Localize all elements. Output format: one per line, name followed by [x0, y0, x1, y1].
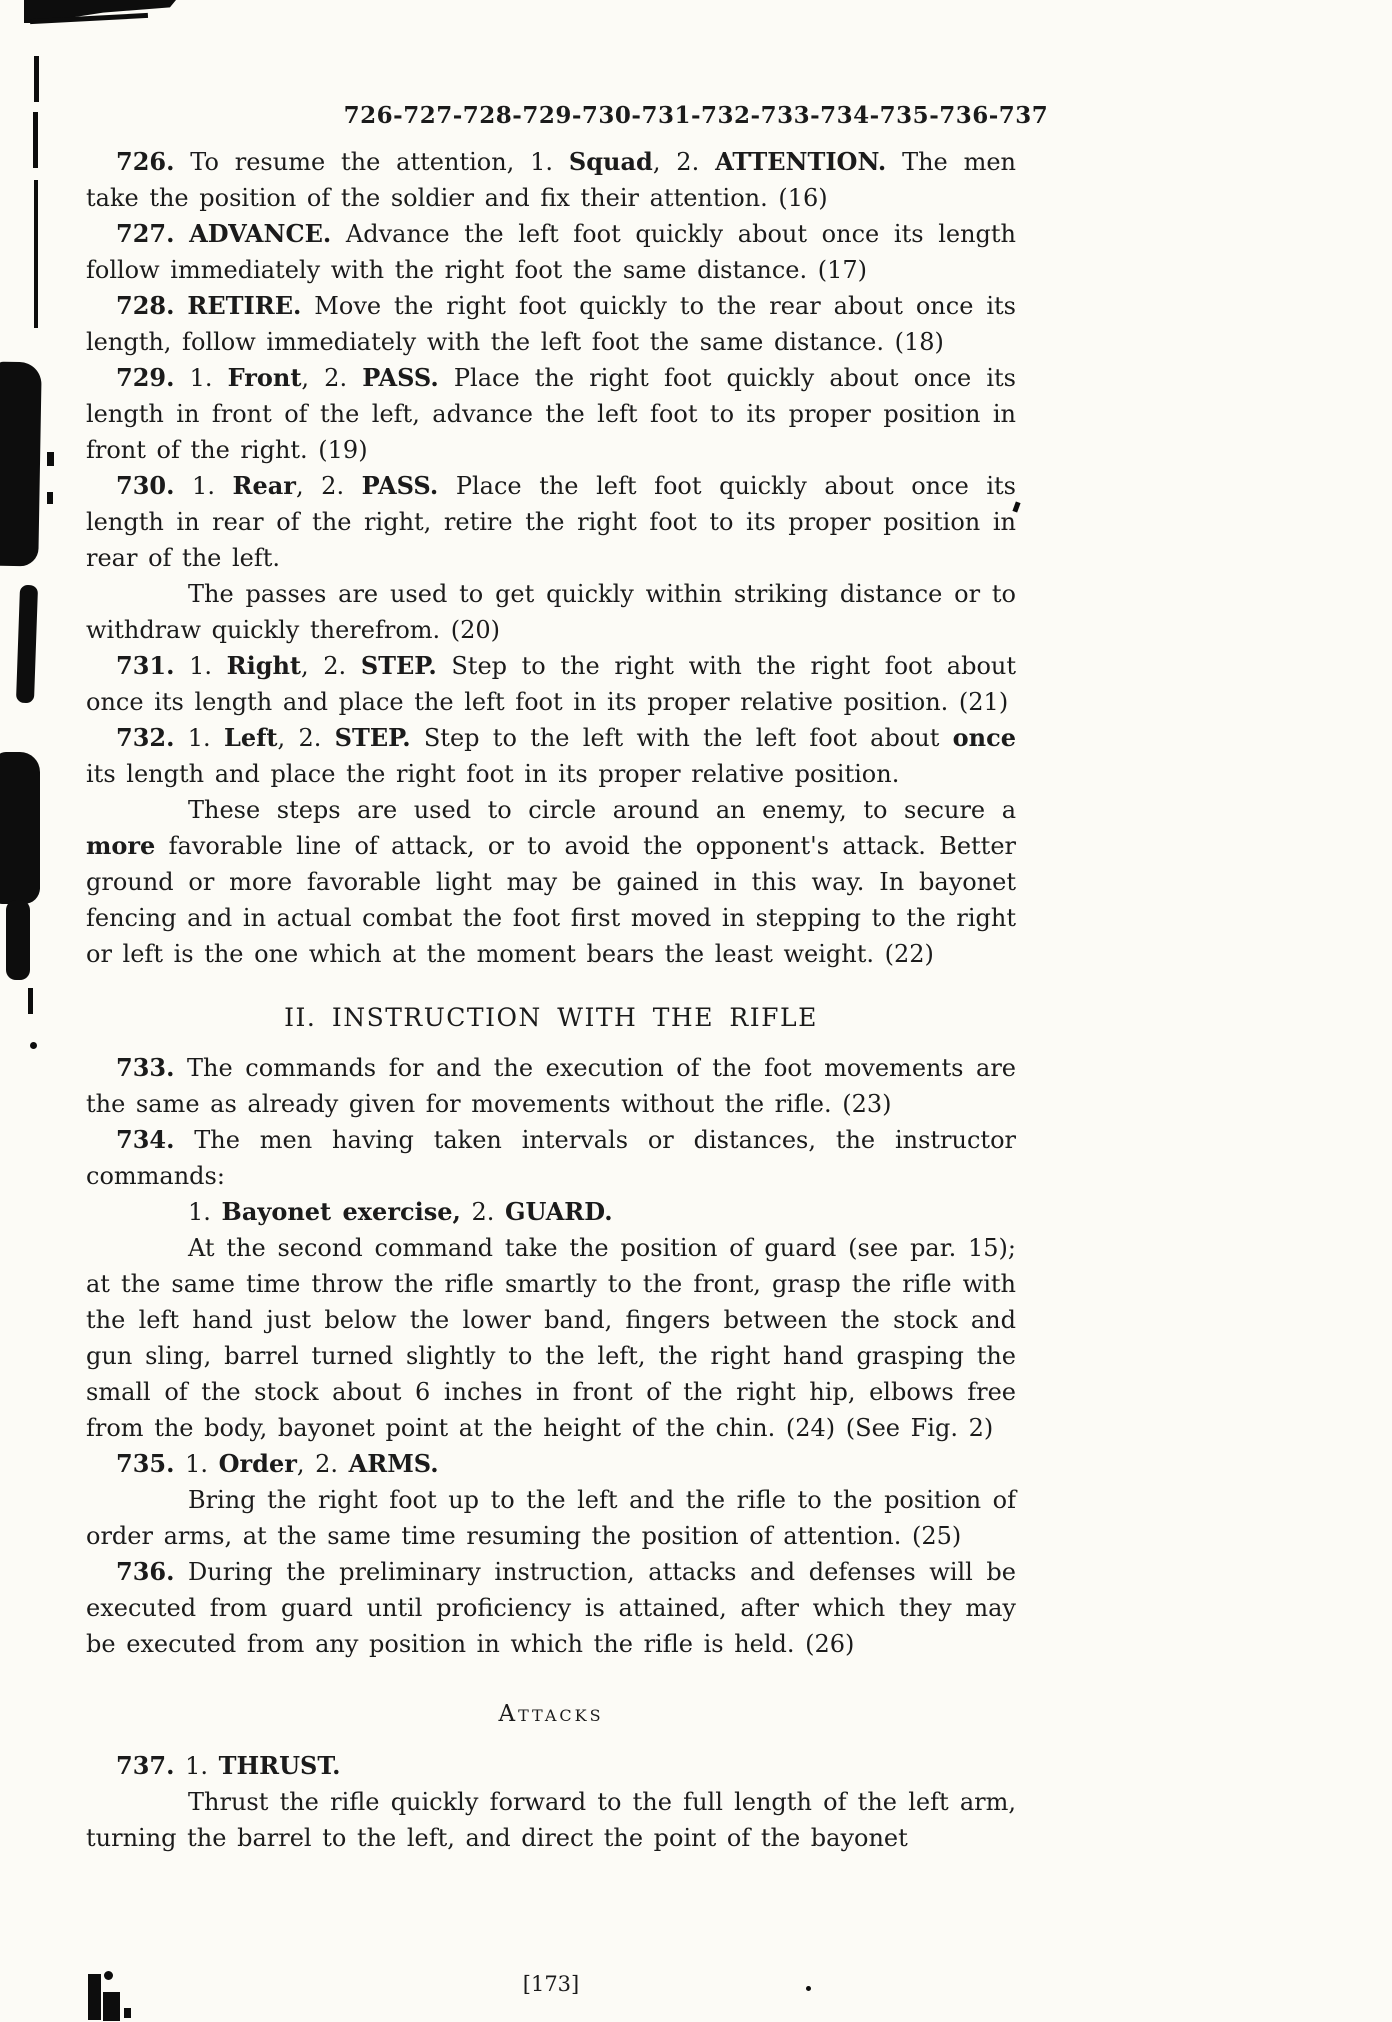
- text-segment: , 2.: [301, 652, 361, 680]
- text-segment: ATTENTION.: [715, 147, 887, 176]
- scan-artifact-bottom-mark: [103, 1992, 120, 2021]
- text-segment: To resume the attention, 1.: [174, 148, 569, 176]
- text-segment: GUARD.: [505, 1197, 613, 1226]
- scan-artifact-ink-tick: [47, 452, 54, 466]
- scan-artifact-ink-tick: [47, 492, 53, 504]
- text-segment: These steps are used to circle around an enemy, to secure a: [188, 796, 1016, 824]
- running-head-folio: [0, 102, 1392, 129]
- scan-artifact-edge-line: [34, 180, 38, 328]
- text-segment: The men take the position of the soldier and fix their attention. (16): [86, 148, 1017, 212]
- scan-artifact-ink-blob: [16, 585, 38, 704]
- scan-artifact-ink-blob: [0, 362, 42, 567]
- paragraph-727: [86, 216, 1016, 288]
- text-segment: Place the left foot quickly about once its length in rear of the right, retire the right foot to its proper position in rear of the left.: [86, 472, 1016, 572]
- paragraph-731: [86, 648, 1016, 720]
- text-segment: 1.: [174, 1450, 219, 1478]
- paragraph-729: [86, 360, 1016, 468]
- text-segment: Bring the right foot up to the left and the rifle to the position of order arms, at the same time resuming the position of attention. (25): [86, 1486, 1016, 1550]
- text-segment: more: [86, 831, 156, 860]
- text-segment: its length and place the right foot in its proper relative position.: [86, 760, 900, 788]
- text-segment: 726.: [116, 147, 175, 176]
- text-segment: Advance the left foot quickly about once its length follow immediately with the right foot the same distance. (17): [86, 220, 1016, 284]
- paragraph-passes: [86, 576, 1016, 648]
- text-segment: , 2.: [652, 148, 716, 176]
- text-segment: 733.: [116, 1053, 175, 1082]
- text-segment: ARMS.: [348, 1449, 439, 1478]
- text-segment: , 2.: [295, 472, 362, 500]
- text-segment: 1.: [174, 1752, 219, 1780]
- page-number: [173]: [522, 1972, 580, 1996]
- text-segment: ADVANCE.: [189, 219, 332, 248]
- text-segment: 1.: [174, 724, 224, 752]
- text-segment: STEP.: [360, 651, 437, 680]
- paragraph-735: [86, 1446, 1016, 1482]
- section-heading-attacks: Attacks: [498, 1701, 604, 1727]
- text-segment: STEP.: [334, 723, 411, 752]
- text-segment: Left: [223, 723, 278, 752]
- paragraph-order-description: [86, 1482, 1016, 1554]
- scan-artifact-ink-blob: [0, 752, 40, 904]
- text-segment: 727.: [116, 219, 175, 248]
- paragraph-730: [86, 468, 1016, 576]
- text-segment: 734.: [116, 1125, 175, 1154]
- text-segment: Step to the right with the right foot about once its length and place the left foot in its proper relative position. (21): [86, 652, 1016, 716]
- text-segment: 1.: [174, 364, 228, 392]
- text-segment: , 2.: [296, 1450, 349, 1478]
- paragraph-737: [86, 1748, 1016, 1784]
- text-segment: The men having taken intervals or distances, the instructor commands:: [86, 1126, 1016, 1190]
- text-segment: [174, 220, 189, 248]
- scan-artifact-ink-blob: [6, 900, 30, 980]
- scan-artifact-edge-line: [34, 56, 39, 102]
- text-segment: 732.: [116, 723, 175, 752]
- text-segment: Right: [226, 651, 302, 680]
- text-segment: 735.: [116, 1449, 175, 1478]
- text-segment: 737.: [116, 1751, 175, 1780]
- text-segment: Place the right foot quickly about once its length in front of the left, advance the left foot to its proper position in front of the right. (19): [86, 364, 1017, 464]
- scan-artifact-bottom-mark: [124, 2008, 131, 2018]
- folio-text: 726-727-728-729-730-731-732-733-734-735-736-737: [343, 102, 1049, 129]
- section-heading-instruction-with-rifle: II. INSTRUCTION WITH THE RIFLE: [284, 1003, 818, 1032]
- page-footer: [86, 1972, 1016, 1996]
- paragraph-thrust-description: [86, 1784, 1016, 1856]
- paragraph-736: [86, 1554, 1016, 1662]
- text-segment: Thrust the rifle quickly forward to the full length of the left arm, turning the barrel to the left, and direct the point of the bayonet: [86, 1788, 1016, 1852]
- text-segment: 729.: [116, 363, 175, 392]
- scan-artifact-edge-line: [28, 988, 33, 1014]
- text-segment: Bayonet exercise,: [221, 1197, 461, 1226]
- paragraph-733: [86, 1050, 1016, 1122]
- text-segment: At the second command take the position of guard (see par. 15); at the same time throw the rifle smartly to the front, grasp the rifle with the left hand just below the lower band, fingers between the stock and gun sling, barrel turned slightly to the left, the right hand grasping the small of the stock about 6 inches in front of the right hip, elbows free from the body, bayonet point at the height of the chin. (24) (See Fig. 2): [86, 1234, 1016, 1442]
- text-segment: [174, 292, 187, 320]
- page-content: [86, 144, 1016, 1856]
- text-segment: THRUST.: [218, 1751, 341, 1780]
- paragraph-728: [86, 288, 1016, 360]
- text-segment: 728.: [116, 291, 175, 320]
- text-segment: favorable line of attack, or to avoid the opponent's attack. Better ground or more favorable light may be gained in this way. In bayonet fencing and in actual combat the foot first moved in stepping to the right or left is the one which at the moment bears the least weight. (22): [86, 832, 1016, 968]
- text-segment: Move the right foot quickly to the rear about once its length, follow immediately with the left foot the same distance. (18): [86, 292, 1016, 356]
- text-segment: RETIRE.: [187, 291, 302, 320]
- text-segment: During the preliminary instruction, attacks and defenses will be executed from guard until proficiency is attained, after which they may be executed from any position in which the rifle is held. (26): [86, 1558, 1016, 1658]
- text-segment: , 2.: [301, 364, 363, 392]
- text-segment: PASS.: [361, 471, 439, 500]
- text-segment: The commands for and the execution of the foot movements are the same as already given for movements without the rifle. (23): [86, 1054, 1016, 1118]
- text-segment: Rear: [232, 471, 296, 500]
- text-segment: 736.: [116, 1557, 175, 1586]
- text-segment: Front: [227, 363, 302, 392]
- paragraph-guard-command: [188, 1194, 1016, 1230]
- text-segment: once: [952, 723, 1016, 752]
- text-segment: The passes are used to get quickly within striking distance or to withdraw quickly therefrom. (20): [86, 580, 1016, 644]
- text-segment: 1.: [174, 652, 227, 680]
- text-segment: 730.: [116, 471, 175, 500]
- text-segment: 1.: [174, 472, 233, 500]
- text-segment: 731.: [116, 651, 175, 680]
- text-segment: , 2.: [277, 724, 335, 752]
- paragraph-734: [86, 1122, 1016, 1194]
- text-segment: 1.: [188, 1198, 222, 1226]
- paragraph-726: [86, 144, 1016, 216]
- text-segment: Squad: [568, 147, 653, 176]
- paragraph-steps-note: [86, 792, 1016, 972]
- paragraph-guard-description: [86, 1230, 1016, 1446]
- paragraph-732: [86, 720, 1016, 792]
- scan-artifact-ink-dot: [30, 1042, 37, 1049]
- text-segment: Step to the left with the left foot about: [410, 724, 953, 752]
- text-segment: 2.: [460, 1198, 505, 1226]
- text-segment: PASS.: [362, 363, 439, 392]
- text-segment: Order: [218, 1449, 297, 1478]
